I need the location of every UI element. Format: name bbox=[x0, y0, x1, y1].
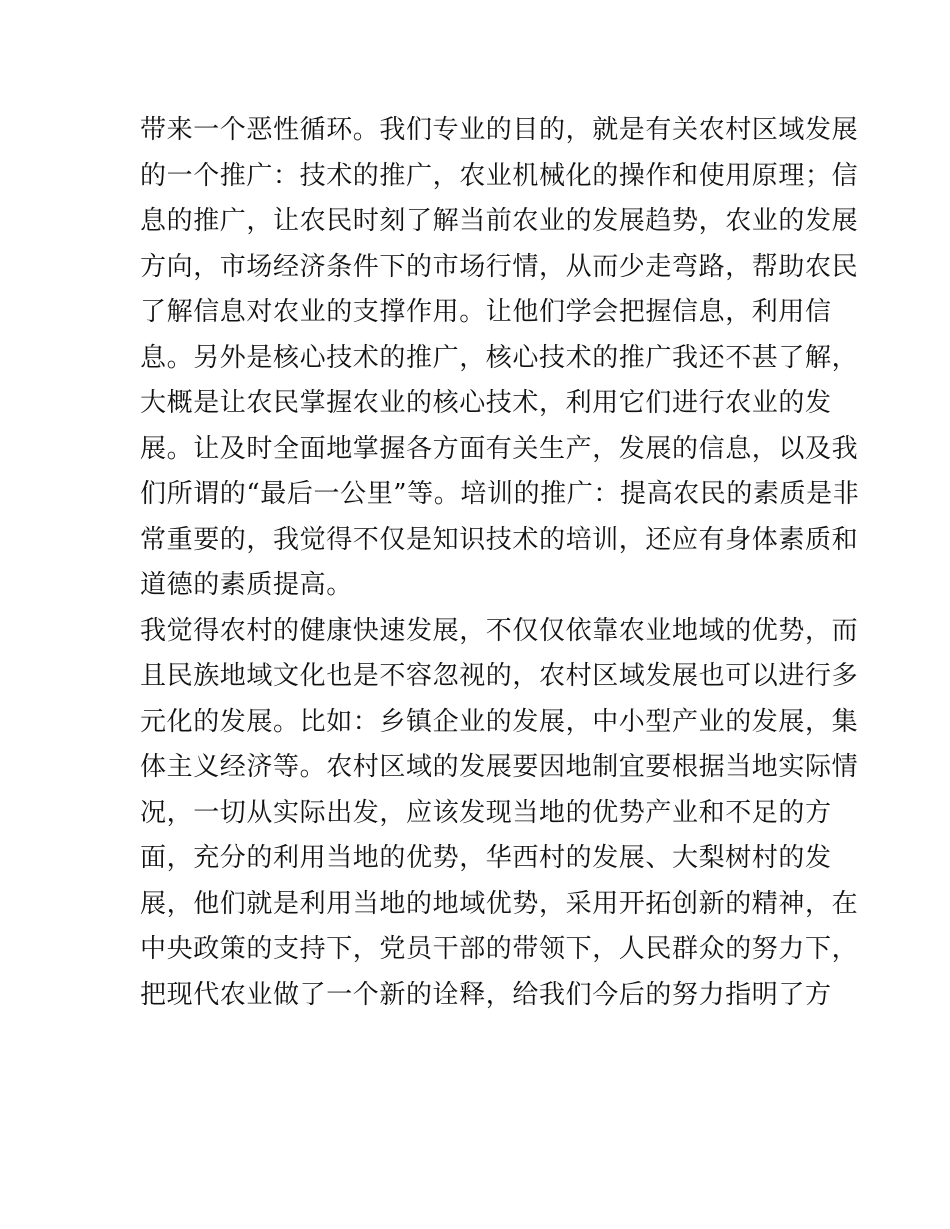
text-line: 道德的素质提高。 bbox=[140, 570, 353, 600]
text-line: 方向，市场经济条件下的市场行情，从而少走弯路，帮助农民 bbox=[140, 251, 859, 282]
text-line: 带来一个恶性循环。我们专业的目的，就是有关农村区域发展 bbox=[140, 115, 859, 145]
text-line: 的一个推广：技术的推广，农业机械化的操作和使用原理；信 bbox=[140, 160, 859, 191]
text-line: 展。让及时全面地掌握各方面有关生产，发展的信息，以及我 bbox=[140, 433, 859, 464]
text-line: 中央政策的支持下，党员干部的带领下，人民群众的努力下， bbox=[140, 934, 859, 964]
text-line: 展，他们就是利用当地的地域优势，采用开拓创新的精神，在 bbox=[140, 888, 859, 919]
text-line: 大概是让农民掌握农业的核心技术，利用它们进行农业的发 bbox=[140, 388, 832, 418]
text-line: 且民族地域文化也是不容忽视的，农村区域发展也可以进行多 bbox=[140, 661, 859, 691]
text-line: 体主义经济等。农村区域的发展要因地制宜要根据当地实际情 bbox=[140, 752, 859, 782]
text-line: 息。另外是核心技术的推广，核心技术的推广我还不甚了解， bbox=[140, 342, 859, 373]
body-text bbox=[140, 108, 860, 1018]
text-line: 面，充分的利用当地的优势，华西村的发展、大梨树村的发 bbox=[140, 843, 832, 873]
text-line: 况，一切从实际出发，应该发现当地的优势产业和不足的方 bbox=[140, 797, 832, 828]
text-line: 我觉得农村的健康快速发展，不仅仅依靠农业地域的优势，而 bbox=[140, 615, 859, 646]
text-line: 元化的发展。比如：乡镇企业的发展，中小型产业的发展，集 bbox=[140, 706, 859, 737]
text-line: 息的推广，让农民时刻了解当前农业的发展趋势，农业的发展 bbox=[140, 206, 859, 236]
text-line: 了解信息对农业的支撑作用。让他们学会把握信息，利用信 bbox=[140, 297, 832, 327]
text-line: 把现代农业做了一个新的诠释，给我们今后的努力指明了方 bbox=[140, 979, 832, 1010]
text-line: 们所谓的“最后一公里”等。培训的推广：提高农民的素质是非 bbox=[140, 479, 860, 509]
text-line: 常重要的，我觉得不仅是知识技术的培训，还应有身体素质和 bbox=[140, 524, 859, 555]
